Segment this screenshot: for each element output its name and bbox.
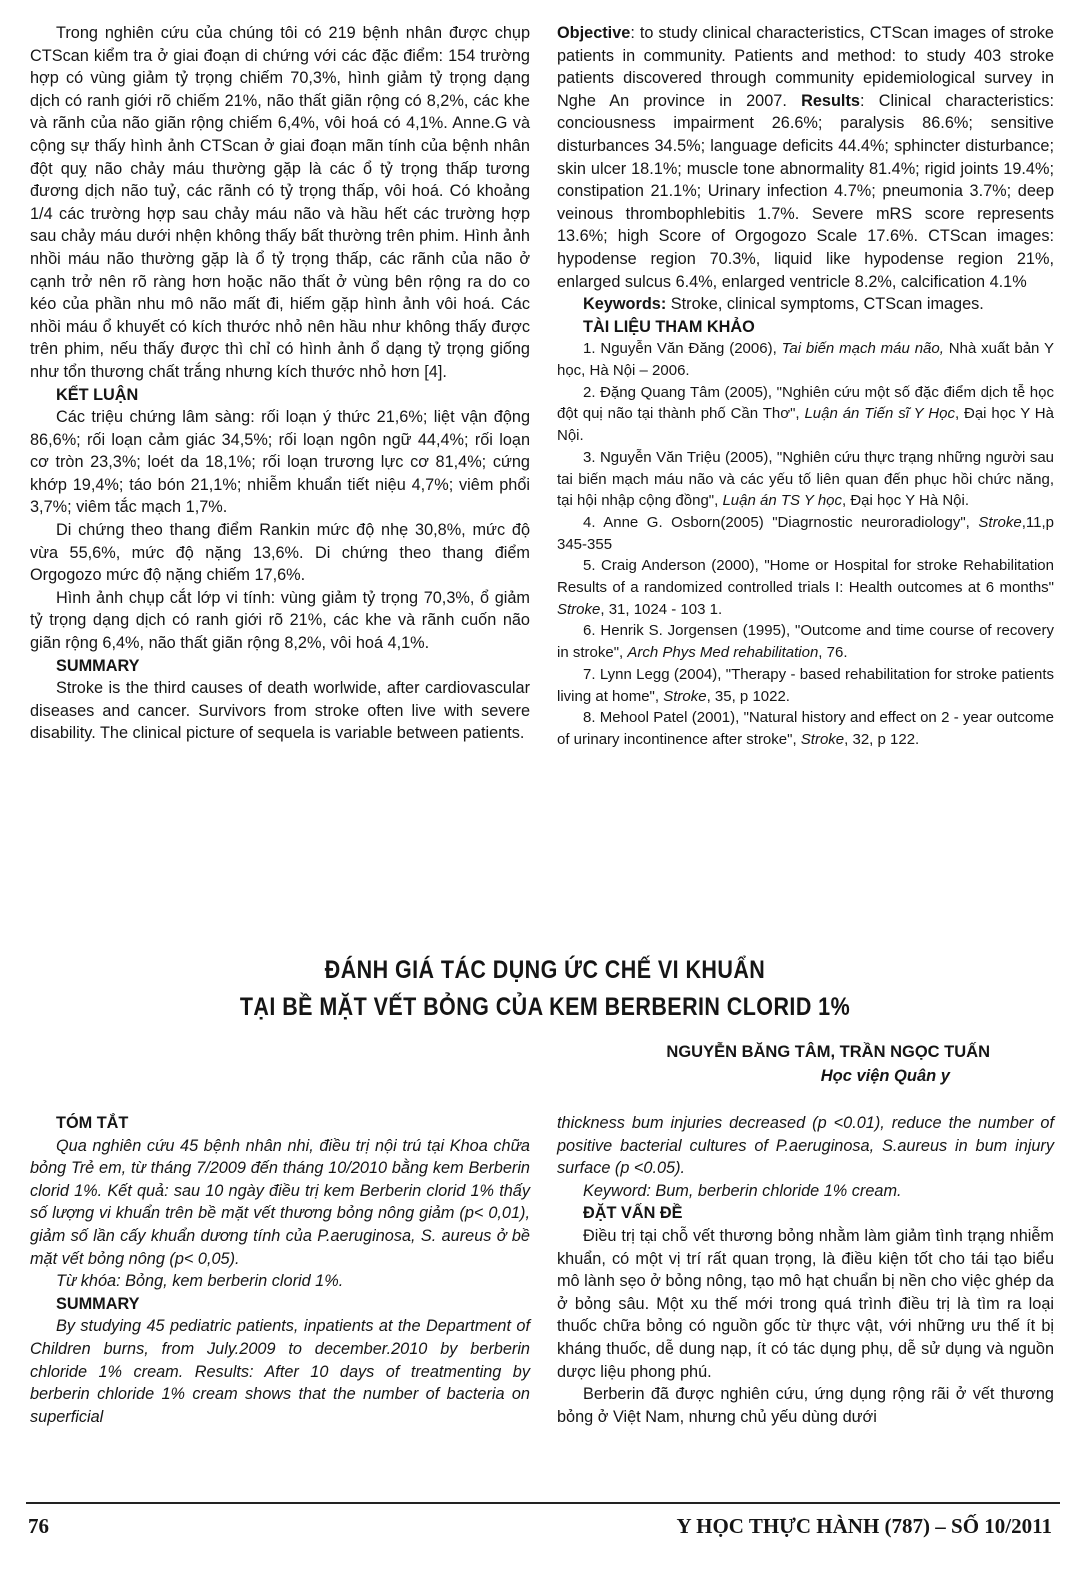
article-authors: NGUYỄN BĂNG TÂM, TRẦN NGỌC TUẤN [666,1043,990,1061]
lower-left-column [30,1112,530,1428]
reference-text: 8. Mehool Patel (2001), "Natural history and effect on 2 - year outcome of urinary incontinence after stroke", [557,709,1054,748]
reference-item [557,447,1054,512]
reference-text: 3. Nguyễn Văn Triệu (2005), "Nghiên cứu thực trạng những người sau tai biến mạch máu não và các yếu tố liên quan đến phục hồi chức năng, tại hội nhập cộng đồng", [557,448,1054,510]
objective-label: Objective [557,24,631,42]
reference-item [557,555,1054,620]
reference-detail: , Đại học Y Hà Nội. [842,492,970,510]
english-summary-paragraph: By studying 45 pediatric patients, inpatients at the Department of Children burns, from July.2009 to december.2010 by berberin chloride 1% cream. Results: After 10 days of treatmenting by berberin chloride 1% cream shows that the number of bacteria on superficial [30,1317,530,1426]
reference-source: Stroke [978,513,1022,531]
page-footer [28,1514,1052,1550]
footer-rule [26,1502,1060,1504]
article-affiliation: Học viện Quân y [820,1067,950,1085]
upper-right-column [557,22,1054,751]
reference-detail: , 76. [818,644,848,662]
article-byline [560,1040,990,1088]
reference-detail: ,11,p 345-355 [557,513,1054,553]
reference-source: Luận án TS Y học [722,492,843,510]
reference-detail: Nhà xuất bản Y học, Hà Nội – 2006. [557,340,1054,380]
english-keywords: Keyword: Bum, berberin chloride 1% cream. [583,1181,902,1200]
keywords-label: Keywords: [583,295,667,314]
references-list [557,338,1054,750]
reference-item [557,512,1054,555]
introduction-paragraph-1: Điều trị tại chỗ vết thương bỏng nhằm làm giảm tình trạng nhiễm khuẩn, có một vị trí rất quan trọng, là điều kiện tốt cho tái tạo biểu mô lành sẹo ở bỏng nông, tạo mô hạt chuẩn bị nền cho việc ghép da ở bỏng sâu. Một xu thế mới trong quá trình điều trị là tìm ra loại thuốc chữa bỏng có nguồn gốc từ thực vật, với những ưu thế ít bị kháng thuốc, dễ dung nạp, ít có tác dụng phụ, dễ sử dụng và nguồn dược liệu phong phú. [557,1226,1054,1381]
objective-text: : to study clinical characteristics, CTScan images of stroke patients in community. Patients and method: to study 403 stroke patients discovered through community epidemiological survey in Nghe An province in 2007. [557,24,1054,110]
upper-left-column [30,22,530,745]
references-heading: TÀI LIỆU THAM KHẢO [583,317,755,336]
summary-paragraph: Stroke is the third causes of death worlwide, after cardiovascular diseases and cancer. Survivors from stroke often live with severe disability. The clinical picture of sequela is variable between patients. [30,679,530,743]
reference-text: 5. Craig Anderson (2000), "Home or Hospital for stroke Rehabilitation Results of a randomized controlled trials I: Health outcomes at 6 months" [557,557,1054,597]
reference-source: Stroke [800,730,845,748]
conclusion-paragraph-1: Các triệu chứng lâm sàng: rối loạn ý thức 21,6%; liệt vận động 86,6%; rối loạn cảm giác 34,5%; rối loạn ngôn ngữ 44,4%; rối loạn cơ tròn 23,3%; loét da 18,1%; rối loạn trương lực cơ 81,4%; cứng khớp 19,4%; táo bón 21,1%; nhiễm khuẩn tiết niệu 4,7%; viêm phổi 3,7%; viêm tắc mạch 1,7%. [30,408,530,517]
reference-source: Stroke [663,687,707,705]
reference-source: Tai biến mạch máu não, [781,340,944,358]
reference-source: Stroke [557,600,601,618]
reference-detail: , 31, 1024 - 103 1. [600,600,723,618]
introduction-heading: ĐẶT VẤN ĐỀ [583,1204,683,1223]
reference-source: Luận án Tiến sĩ Y Học [804,405,955,423]
journal-issue: Y HỌC THỰC HÀNH (787) – SỐ 10/2011 [676,1514,1052,1538]
reference-text: 1. Nguyễn Văn Đăng (2006), [583,340,782,358]
keywords-paragraph [557,293,1054,316]
conclusion-heading: KẾT LUẬN [56,385,139,404]
discussion-paragraph: Trong nghiên cứu của chúng tôi có 219 bệnh nhân được chụp CTScan kiểm tra ở giai đoạn di chứng với các đặc điểm: 154 trường hợp có vùng giảm tỷ trọng chiếm 70,3%, hình giảm tỷ trọng dạng dịch có ranh giới rõ chiếm 21%, não thất giãn rộng có 8,2%, các khe và rãnh của não giãn rộng chiếm 6,4%, vôi hoá có 4,1%. Anne.G và cộng sự thấy hình ảnh CTScan ở giai đoạn mãn tính của bệnh nhân đột quỵ não chảy máu thường gặp là các ổ tỷ trọng thấp tương đương dịch não tuỷ, các rãnh có tỷ trọng thấp, vôi hoá. Có khoảng 1/4 các trường hợp sau chảy máu não và hầu hết các trường hợp sau chảy máu dưới nhện không thấy bất thường trên phim. Hình ảnh nhồi máu não thường gặp là ổ tỷ trọng thấp, các rãnh của não ở cạnh trở nên rõ ràng hơn hoặc não thất ở vùng bên rộng ra do co kéo của phần nhu mô não mất đi, hiếm gặp hình ảnh vôi hoá. Các nhồi máu ổ khuyết có kích thước nhỏ nên hầu như không thấy được trên phim, nếu thấy được thì chỉ có hình ảnh ổ dạng tỷ trọng giống như tổn thương chất trắng nhưng kích thước nhỏ hơn [4]. [30,24,530,381]
reference-detail: , 35, p 1022. [706,687,790,705]
reference-item [557,707,1054,750]
lower-right-column [557,1112,1054,1428]
abstract-heading: TÓM TẮT [56,1114,129,1132]
keywords-text: Stroke, clinical symptoms, CTScan images. [666,295,984,314]
reference-detail: , 32, p 122. [844,730,920,748]
summary-heading: SUMMARY [56,656,140,675]
conclusion-paragraph-2: Di chứng theo thang điểm Rankin mức độ nhẹ 30,8%, mức độ vừa 55,6%, mức độ nặng 13,6%. Di chứng theo thang điểm Orgogozo mức độ nặng chiếm 17,6%. [30,521,530,585]
reference-item [557,664,1054,707]
reference-text: 4. Anne G. Osborn(2005) "Diagrnostic neuroradiology", [583,513,979,531]
conclusion-paragraph-3: Hình ảnh chụp cắt lớp vi tính: vùng giảm tỷ trọng 70,3%, ổ giảm tỷ trọng dạng dịch có ranh giới rõ 21%, các khe và rãnh cuốn não giãn rộng 6,4%, não thất giãn rộng 8,2%, vôi hoá 4,1%. [30,588,530,653]
introduction-paragraph-2: Berberin đã được nghiên cứu, ứng dụng rộng rãi ở vết thương bỏng ở Việt Nam, nhưng chủ yếu dùng dưới [557,1385,1054,1426]
english-summary-continued: thickness bum injuries decreased (p <0.01), reduce the number of positive bacterial cultures of P.aeruginosa, S.aureus in bum injury surface (p <0.05). [557,1114,1054,1178]
results-text: : Clinical characteristics: conciousness impairment 26.6%; paralysis 86.6%; sensitive disturbances 34.5%; language deficits 44.4%; sphincter disturbance; skin ulcer 18.1%; muscle tone abnormality 81.4%; rigid joints 19.4%; constipation 21.1%; Urinary infection 4.7%; pneumonia 3.7%; deep veinous thrombophlebitis 1.7%. Severe mRS score represents 13.6%; high Score of Orgogozo Scale 17.6%. CTScan images: hypodense region 70.3%, liquid like hypodense region 21%, enlarged sulcus 6.4%, enlarged ventricle 8.2%, calcification 4.1% [557,91,1054,291]
reference-item [557,338,1054,381]
reference-text: 6. Henrik S. Jorgensen (1995), "Outcome and time course of recovery in stroke", [557,622,1054,662]
page-number: 76 [28,1514,49,1538]
abstract-paragraph: Qua nghiên cứu 45 bệnh nhân nhi, điều trị nội trú tại Khoa chữa bỏng Trẻ em, từ tháng 7/2009 đến tháng 10/2010 bằng kem Berberin clorid 1%. Kết quả: sau 10 ngày điều trị kem Berberin clorid 1% thấy số lượng vi khuẩn trên bề mặt vết thương bỏng nông giảm (p< 0,01), giảm số lần cấy khuẩn dương tính của P.aeruginosa, S. aureus ở bề mặt vết bỏng nông (p< 0,05). [30,1136,530,1268]
reference-source: Arch Phys Med rehabilitation [627,644,819,662]
objective-paragraph [557,22,1054,293]
reference-item [557,620,1054,663]
article-title-line-2: TẠI BỀ MẶT VẾT BỎNG CỦA KEM BERBERIN CLORID 1% [239,993,851,1021]
reference-text: 2. Đặng Quang Tâm (2005), "Nghiên cứu một số đặc điểm dịch tễ học đột quị não tại thành phố Cần Thơ", [557,383,1054,423]
abstract-keywords: Từ khóa: Bỏng, kem berberin clorid 1%. [56,1272,344,1291]
english-summary-heading: SUMMARY [56,1294,140,1313]
results-label: Results [801,91,860,110]
reference-text: 7. Lynn Legg (2004), "Therapy - based rehabilitation for stroke patients living at home", [557,665,1054,705]
article-title-line-1: ĐÁNH GIÁ TÁC DỤNG ỨC CHẾ VI KHUẨN [324,956,766,984]
reference-item [557,382,1054,447]
article-title [76,952,1013,1026]
reference-detail: , Đại học Y Hà Nội. [557,405,1054,445]
